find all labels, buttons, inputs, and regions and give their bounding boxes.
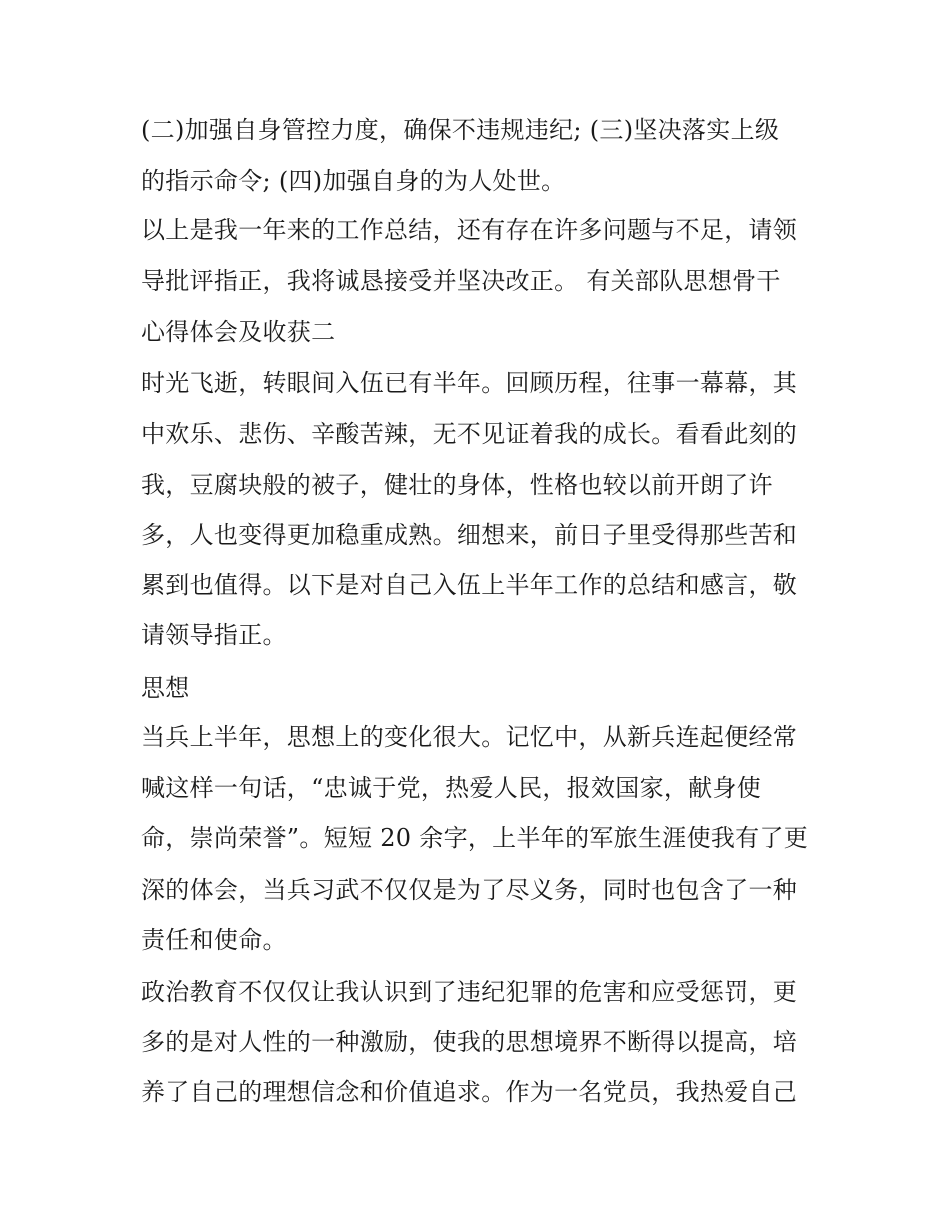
text-line: (二)加强自身管控力度，确保不违规违纪; (三)坚决落实上级 <box>141 116 780 144</box>
text-line: 责任和使命。 <box>141 926 287 954</box>
text-line: 我，豆腐块般的被子，健壮的身体，性格也较以前开朗了许 <box>141 471 773 499</box>
text-line: 养了自己的理想信念和价值追求。作为一名党员，我热爱自己 <box>141 1078 798 1106</box>
text-line: 命，崇尚荣誉”。短短 20 余字，上半年的军旅生涯使我有了更 <box>141 824 809 852</box>
text-line: 的指示命令; (四)加强自身的为人处世。 <box>141 167 566 195</box>
text-line: 当兵上半年，思想上的变化很大。记忆中，从新兵连起便经常 <box>141 723 798 751</box>
text-line: 政治教育不仅仅让我认识到了违纪犯罪的危害和应受惩罚，更 <box>141 978 798 1006</box>
text-line: 多，人也变得更加稳重成熟。细想来，前日子里受得那些苦和 <box>141 521 798 549</box>
text-line: 深的体会，当兵习武不仅仅是为了尽义务，同时也包含了一种 <box>141 876 798 904</box>
text-line: 以上是我一年来的工作总结，还有存在许多问题与不足，请领 <box>141 216 798 244</box>
section-heading: 思想 <box>141 674 190 702</box>
text-line: 请领导指正。 <box>141 621 287 649</box>
text-line: 心得体会及收获二 <box>141 318 336 346</box>
text-line: 累到也值得。以下是对自己入伍上半年工作的总结和感言，敬 <box>141 571 798 599</box>
text-line: 导批评指正，我将诚恳接受并坚决改正。 有关部队思想骨干 <box>141 267 781 295</box>
text-line: 多的是对人性的一种激励，使我的思想境界不断得以提高，培 <box>141 1028 798 1056</box>
text-line: 喊这样一句话，“忠诚于党，热爱人民，报效国家，献身使 <box>141 774 762 802</box>
text-line: 中欢乐、悲伤、辛酸苦辣，无不见证着我的成长。看看此刻的 <box>141 420 798 448</box>
text-line: 时光飞逝，转眼间入伍已有半年。回顾历程，往事一幕幕，其 <box>141 369 798 397</box>
